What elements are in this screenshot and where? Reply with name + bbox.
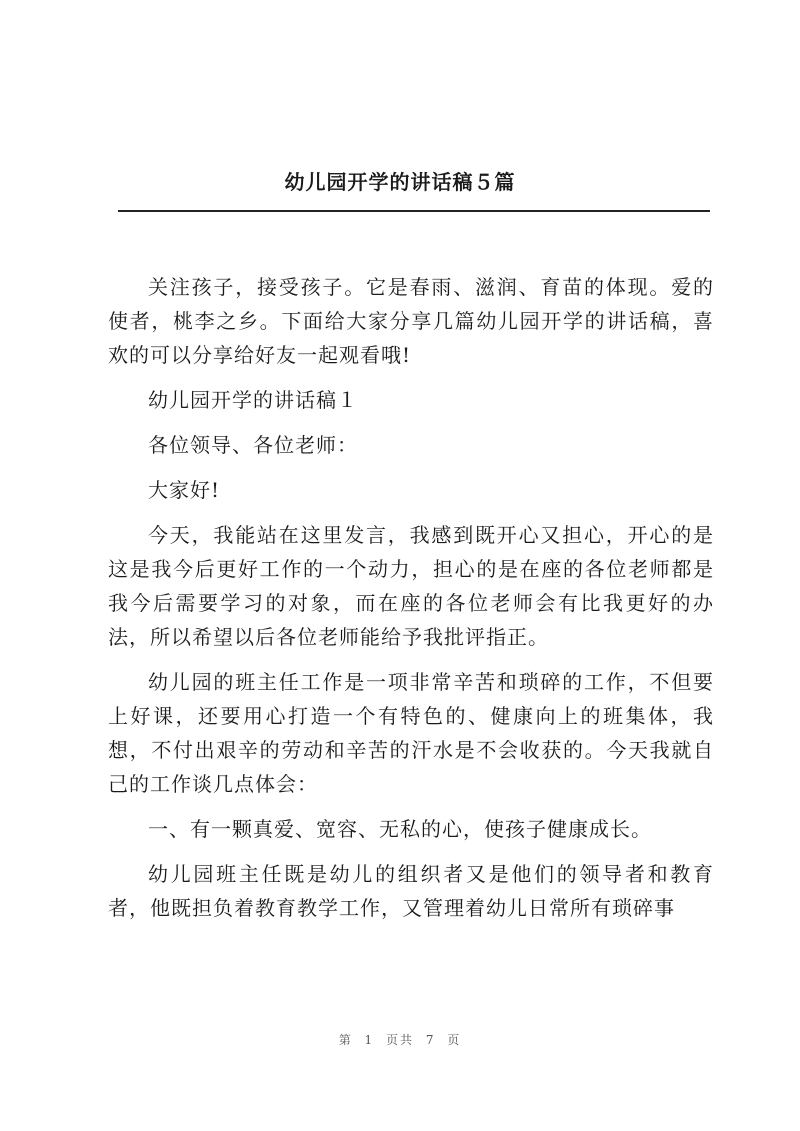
paragraph-intro: 关注孩子，接受孩子。它是春雨、滋润、育苗的体现。爱的使者，桃李之乡。下面给大家分享几篇幼儿园开学的讲话稿，喜欢的可以分享给好友一起观看哦! xyxy=(108,275,714,367)
title-divider xyxy=(118,210,710,212)
section-heading: 幼儿园开学的讲话稿１ xyxy=(148,388,358,412)
document-body xyxy=(108,270,714,936)
paragraph: 幼儿园班主任既是幼儿的组织者又是他们的领导者和教育者，他既担负着教育教学工作，又管理着幼儿日常所有琐碎事 xyxy=(108,862,714,920)
salutation: 各位领导、各位老师： xyxy=(148,433,358,457)
point-heading: 一、有一颗真爱、宽容、无私的心，使孩子健康成长。 xyxy=(148,817,652,841)
greeting: 大家好! xyxy=(148,478,221,502)
document-title: 幼儿园开学的讲话稿５篇 xyxy=(284,170,516,194)
page-footer: 第 1 页共 7 页 xyxy=(338,1033,462,1047)
paragraph: 今天，我能站在这里发言，我感到既开心又担心，开心的是这是我今后更好工作的一个动力，担心的是在座的各位老师都是我今后需要学习的对象，而在座的各位老师会有比我更好的办法，所以希望以后各位老师能给予我批评指正。 xyxy=(108,523,714,649)
paragraph: 幼儿园的班主任工作是一项非常辛苦和琐碎的工作，不但要上好课，还要用心打造一个有特色的、健康向上的班集体，我想，不付出艰辛的劳动和辛苦的汗水是不会收获的。今天我就自己的工作谈几点体会： xyxy=(108,670,714,796)
